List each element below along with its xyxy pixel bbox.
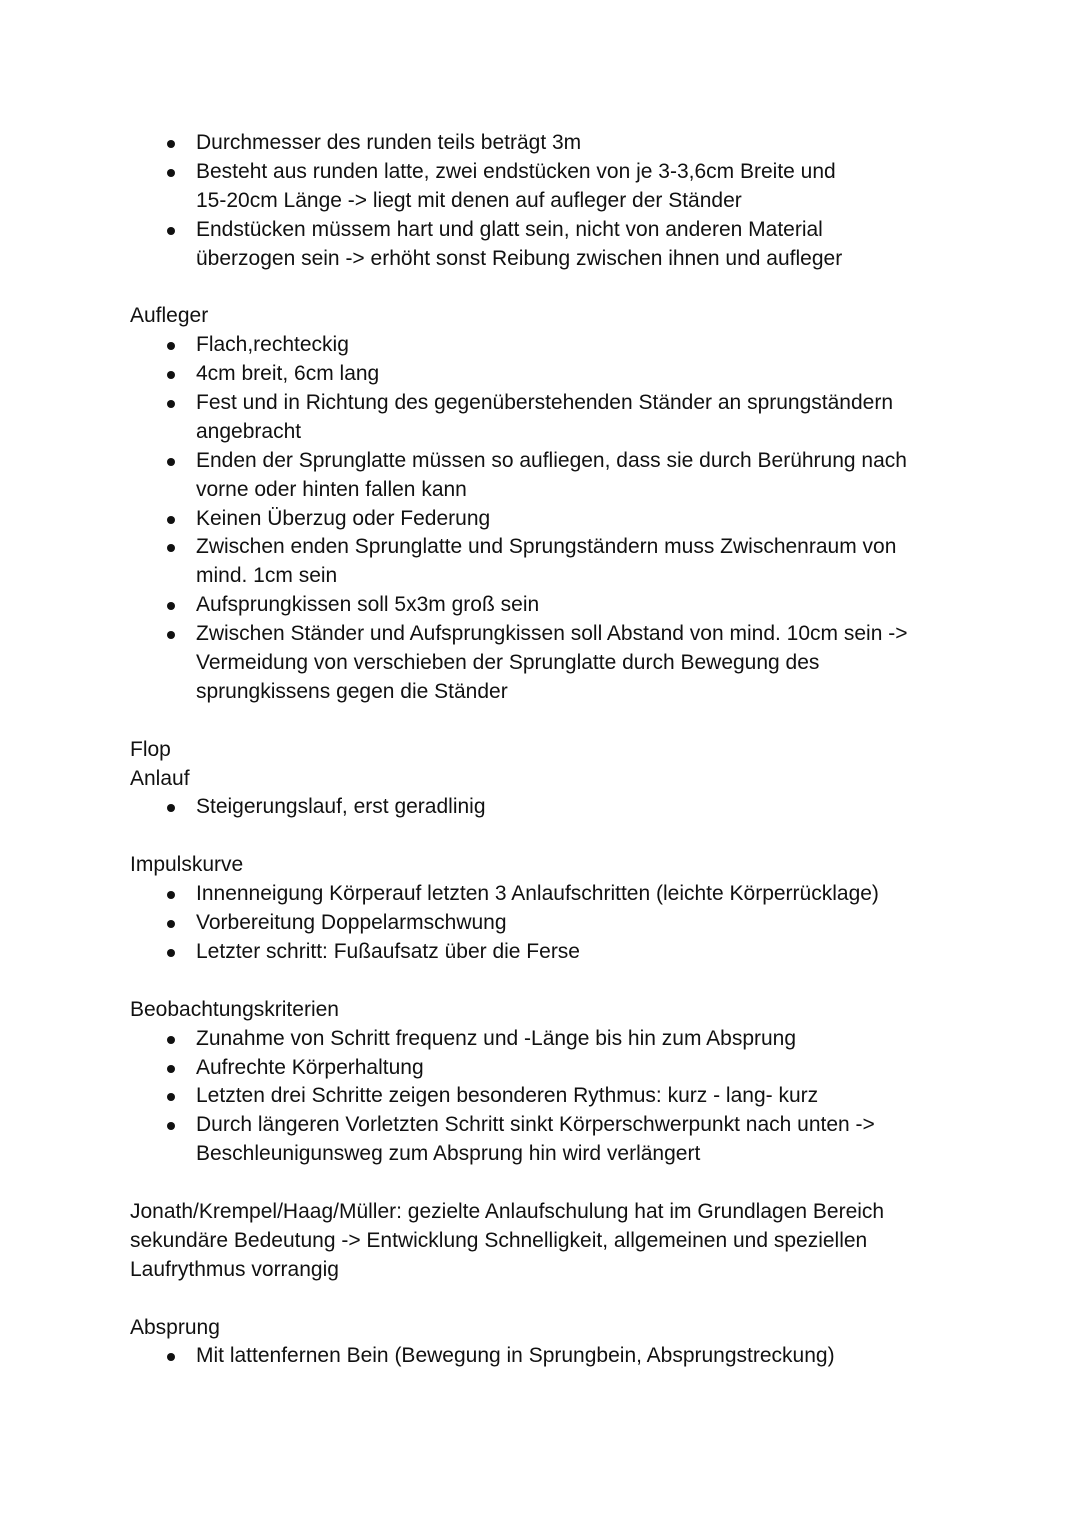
list-item bbox=[130, 1025, 960, 1054]
bullet-icon bbox=[167, 227, 175, 235]
bullet-icon bbox=[167, 1093, 175, 1101]
list-item-line: Letzten drei Schritte zeigen besonderen Rythmus: kurz - lang- kurz bbox=[196, 1084, 819, 1108]
section-heading: Flop bbox=[130, 737, 171, 761]
bullet-list bbox=[130, 331, 960, 707]
blank-line bbox=[130, 967, 960, 996]
list-item-line: mind. 1cm sein bbox=[196, 564, 338, 588]
blank-line bbox=[130, 707, 960, 736]
list-item-line: Steigerungslauf, erst geradlinig bbox=[196, 795, 486, 819]
list-item-line: Zunahme von Schritt frequenz und -Länge bis hin zum Absprung bbox=[196, 1026, 797, 1050]
list-item bbox=[130, 1111, 960, 1169]
list-item-line: Innenneigung Körperauf letzten 3 Anlaufschritten (leichte Körperrücklage) bbox=[196, 882, 879, 906]
section-heading: Absprung bbox=[130, 1315, 220, 1339]
bullet-icon bbox=[167, 544, 175, 552]
bullet-icon bbox=[167, 1353, 175, 1361]
blank-line bbox=[130, 273, 960, 302]
blank-line bbox=[130, 822, 960, 851]
list-item bbox=[130, 360, 960, 389]
bullet-icon bbox=[167, 342, 175, 350]
list-item bbox=[130, 880, 960, 909]
bullet-icon bbox=[167, 1122, 175, 1130]
list-item-line: Aufrechte Körperhaltung bbox=[196, 1055, 424, 1079]
bullet-icon bbox=[167, 140, 175, 148]
list-item-line: Aufsprungkissen soll 5x3m groß sein bbox=[196, 593, 540, 617]
list-item-line: Zwischen enden Sprunglatte und Sprungständern muss Zwischenraum von bbox=[196, 535, 897, 559]
blank-line bbox=[130, 1285, 960, 1314]
bullet-icon bbox=[167, 400, 175, 408]
list-item bbox=[130, 389, 960, 447]
list-item-line: Vermeidung von verschieben der Sprunglatte durch Bewegung des bbox=[196, 651, 820, 675]
bullet-icon bbox=[167, 1036, 175, 1044]
bullet-list bbox=[130, 793, 960, 822]
section-heading: Beobachtungskriterien bbox=[130, 997, 339, 1021]
bullet-icon bbox=[167, 804, 175, 812]
list-item bbox=[130, 1342, 960, 1371]
list-item bbox=[130, 129, 960, 158]
list-item-line: Durch längeren Vorletzten Schritt sinkt Körperschwerpunkt nach unten -> bbox=[196, 1113, 875, 1137]
bullet-list bbox=[130, 129, 960, 273]
list-item bbox=[130, 505, 960, 534]
paragraph-line: sekundäre Bedeutung -> Entwicklung Schnelligkeit, allgemeinen und speziellen bbox=[130, 1228, 868, 1252]
list-item-line: Flach,rechteckig bbox=[196, 333, 349, 357]
list-item bbox=[130, 158, 960, 216]
list-item bbox=[130, 1054, 960, 1083]
list-item bbox=[130, 793, 960, 822]
list-item-line: Beschleunigunsweg zum Absprung hin wird verlängert bbox=[196, 1142, 701, 1166]
list-item-line: angebracht bbox=[196, 419, 302, 443]
list-item bbox=[130, 620, 960, 707]
bullet-icon bbox=[167, 371, 175, 379]
list-item-line: Vorbereitung Doppelarmschwung bbox=[196, 911, 507, 935]
paragraph bbox=[130, 1198, 960, 1285]
bullet-icon bbox=[167, 949, 175, 957]
document-body bbox=[130, 129, 960, 1371]
list-item-line: 15-20cm Länge -> liegt mit denen auf aufleger der Ständer bbox=[196, 188, 742, 212]
list-item-line: Besteht aus runden latte, zwei endstücken von je 3-3,6cm Breite und bbox=[196, 159, 836, 183]
bullet-list bbox=[130, 1342, 960, 1371]
section-heading: Impulskurve bbox=[130, 853, 244, 877]
list-item-line: vorne oder hinten fallen kann bbox=[196, 477, 467, 501]
list-item bbox=[130, 938, 960, 967]
list-item bbox=[130, 533, 960, 591]
paragraph-line: Laufrythmus vorrangig bbox=[130, 1257, 339, 1281]
list-item-line: Endstücken müssem hart und glatt sein, nicht von anderen Material bbox=[196, 217, 823, 241]
bullet-icon bbox=[167, 169, 175, 177]
list-item-line: Keinen Überzug oder Federung bbox=[196, 506, 491, 530]
list-item bbox=[130, 1082, 960, 1111]
list-item-line: 4cm breit, 6cm lang bbox=[196, 362, 380, 386]
bullet-icon bbox=[167, 516, 175, 524]
paragraph-line: Jonath/Krempel/Haag/Müller: gezielte Anlaufschulung hat im Grundlagen Bereich bbox=[130, 1199, 885, 1223]
bullet-icon bbox=[167, 631, 175, 639]
bullet-icon bbox=[167, 458, 175, 466]
bullet-icon bbox=[167, 920, 175, 928]
list-item-line: Zwischen Ständer und Aufsprungkissen soll Abstand von mind. 10cm sein -> bbox=[196, 622, 908, 646]
section-heading: Aufleger bbox=[130, 304, 209, 328]
list-item bbox=[130, 216, 960, 274]
section-heading: Anlauf bbox=[130, 766, 190, 790]
list-item-line: Fest und in Richtung des gegenüberstehenden Ständer an sprungständern bbox=[196, 391, 893, 415]
list-item-line: Enden der Sprunglatte müssen so aufliegen, dass sie durch Berührung nach bbox=[196, 448, 907, 472]
bullet-icon bbox=[167, 891, 175, 899]
bullet-list bbox=[130, 1025, 960, 1169]
bullet-icon bbox=[167, 1065, 175, 1073]
bullet-icon bbox=[167, 602, 175, 610]
list-item-line: sprungkissens gegen die Ständer bbox=[196, 679, 508, 703]
list-item-line: überzogen sein -> erhöht sonst Reibung zwischen ihnen und aufleger bbox=[196, 246, 843, 270]
list-item bbox=[130, 331, 960, 360]
blank-line bbox=[130, 1169, 960, 1198]
list-item-line: Durchmesser des runden teils beträgt 3m bbox=[196, 131, 582, 154]
list-item bbox=[130, 591, 960, 620]
list-item bbox=[130, 909, 960, 938]
list-item-line: Mit lattenfernen Bein (Bewegung in Sprungbein, Absprungstreckung) bbox=[196, 1344, 835, 1368]
list-item bbox=[130, 447, 960, 505]
list-item-line: Letzter schritt: Fußaufsatz über die Ferse bbox=[196, 939, 580, 963]
bullet-list bbox=[130, 880, 960, 967]
